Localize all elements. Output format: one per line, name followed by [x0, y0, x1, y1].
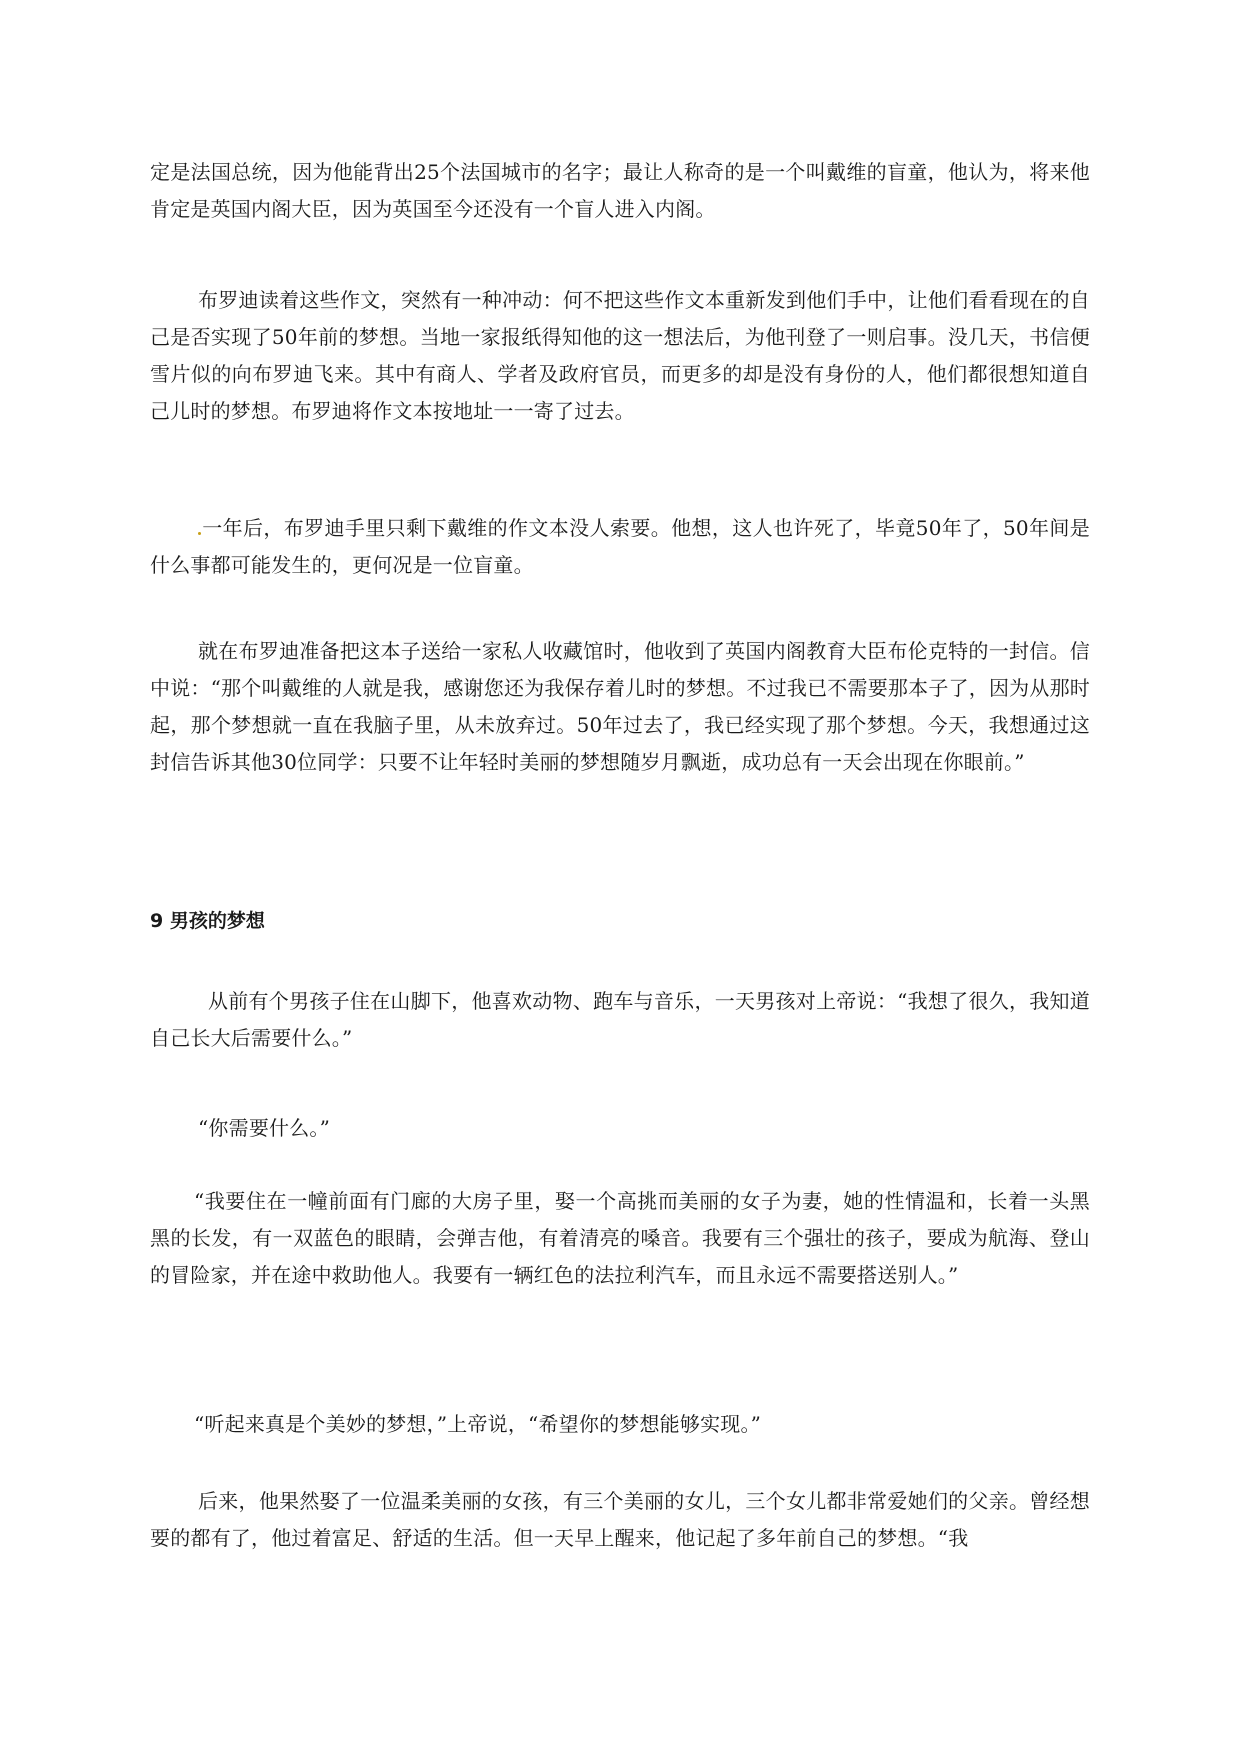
paragraph-9: 后来，他果然娶了一位温柔美丽的女孩，有三个美丽的女儿，三个女儿都非常爱她们的父亲。曾经想要的都有了，他过着富足、舒适的生活。但一天早上醒来，他记起了多年前自己的梦想。“我 [150, 1489, 1090, 1550]
paragraph-3-text: 一年后，布罗迪手里只剩下戴维的作文本没人索要。他想，这人也许死了，毕竟50年了，50年间是什么事都可能发生的，更何况是一位盲童。 [150, 516, 1090, 577]
paragraph-5: 从前有个男孩子住在山脚下，他喜欢动物、跑车与音乐，一天男孩对上帝说：“我想了很久，我知道自己长大后需要什么。” [150, 989, 1090, 1050]
section-heading: 9 男孩的梦想 [150, 910, 265, 932]
paragraph-4: 就在布罗迪准备把这本子送给一家私人收藏馆时，他收到了英国内阁教育大臣布伦克特的一封信。信中说：“那个叫戴维的人就是我，感谢您还为我保存着儿时的梦想。不过我已不需要那本子了，因为从那时起，那个梦想就一直在我脑子里，从未放弃过。50年过去了，我已经实现了那个梦想。今天，我想通过这封信告诉其他30位同学：只要不让年轻时美丽的梦想随岁月飘逝，成功总有一天会出现在你眼前。” [150, 639, 1090, 774]
paragraph-3 [150, 510, 1090, 584]
stray-dot-mark [198, 532, 201, 535]
paragraph-8: “听起来真是个美妙的梦想，”上帝说，“希望你的梦想能够实现。” [194, 1412, 762, 1436]
paragraph-6: “你需要什么。” [198, 1116, 331, 1140]
paragraph-7: “我要住在一幢前面有门廊的大房子里，娶一个高挑而美丽的女子为妻，她的性情温和，长着一头黑黑的长发，有一双蓝色的眼睛，会弹吉他，有着清亮的嗓音。我要有三个强壮的孩子，要成为航海、登山的冒险家，并在途中救助他人。我要有一辆红色的法拉利汽车，而且永远不需要搭送别人。” [150, 1189, 1090, 1287]
paragraph-2: 布罗迪读着这些作文，突然有一种冲动：何不把这些作文本重新发到他们手中，让他们看看现在的自己是否实现了50年前的梦想。当地一家报纸得知他的这一想法后，为他刊登了一则启事。没几天，书信便雪片似的向布罗迪飞来。其中有商人、学者及政府官员，而更多的却是没有身份的人，他们都很想知道自己儿时的梦想。布罗迪将作文本按地址一一寄了过去。 [150, 288, 1090, 423]
paragraph-1: 定是法国总统，因为他能背出25个法国城市的名字；最让人称奇的是一个叫戴维的盲童，他认为，将来他肯定是英国内阁大臣，因为英国至今还没有一个盲人进入内阁。 [150, 160, 1090, 221]
